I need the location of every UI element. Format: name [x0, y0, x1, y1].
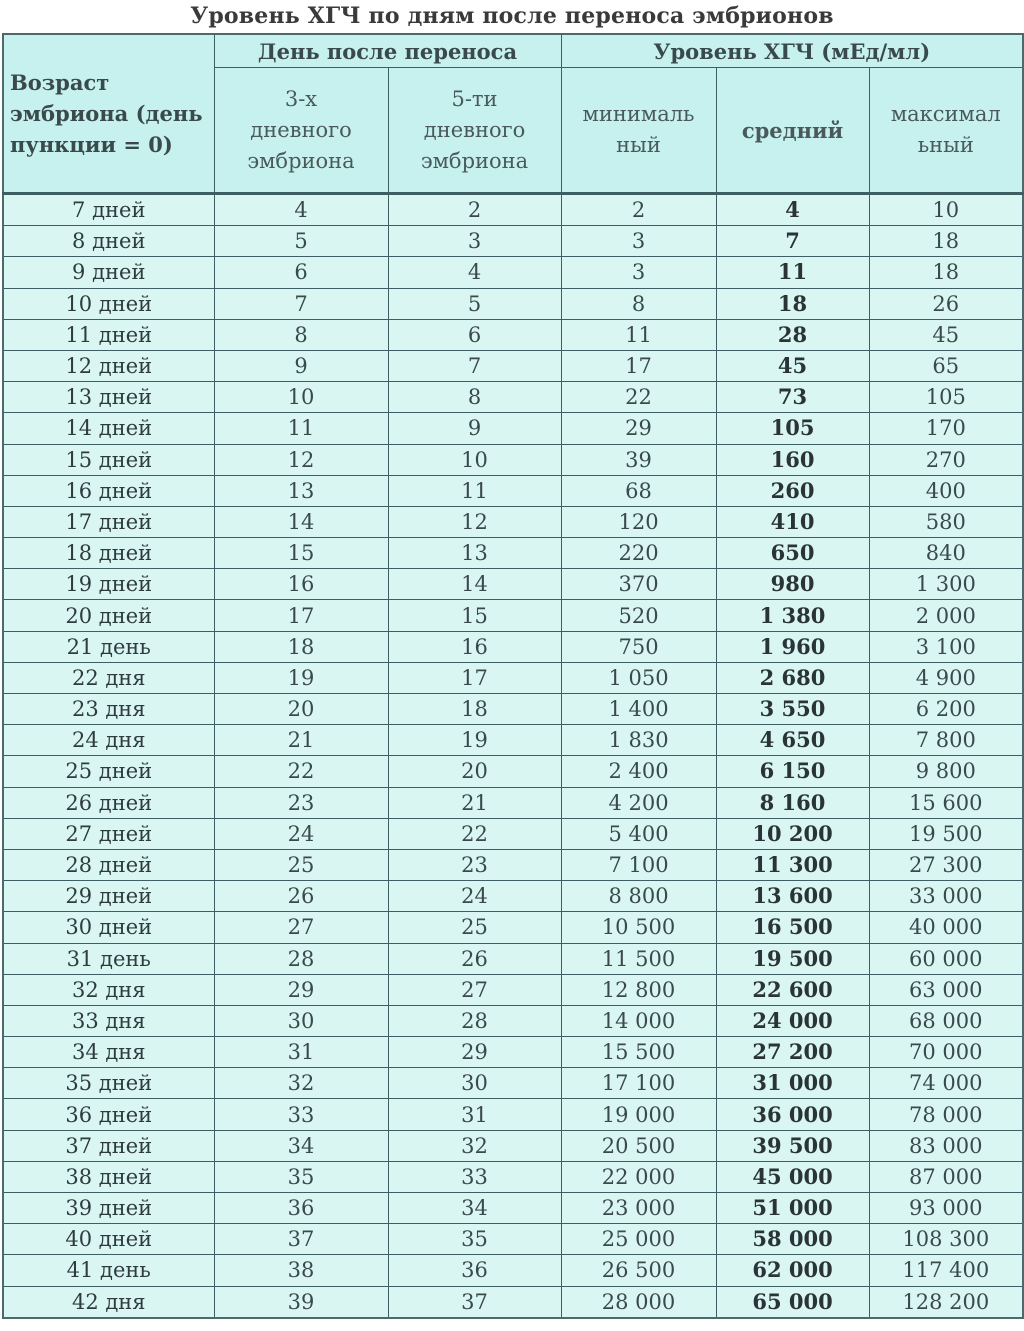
cell-min: 1 830	[561, 725, 716, 756]
table-row	[3, 257, 1023, 288]
page-title: Уровень ХГЧ по дням после переноса эмбрионов	[190, 3, 834, 29]
cell-avg: 2 680	[716, 662, 869, 693]
cell-day5: 15	[388, 600, 561, 631]
cell-max: 65	[869, 350, 1023, 381]
cell-min: 22 000	[561, 1161, 716, 1192]
cell-day5: 13	[388, 538, 561, 569]
cell-max: 18	[869, 226, 1023, 257]
cell-max: 580	[869, 506, 1023, 537]
cell-avg: 51 000	[716, 1193, 869, 1224]
cell-day5: 4	[388, 257, 561, 288]
cell-day5: 10	[388, 444, 561, 475]
table-row	[3, 413, 1023, 444]
table-row	[3, 974, 1023, 1005]
cell-day5: 16	[388, 631, 561, 662]
table-row	[3, 319, 1023, 350]
cell-day5: 25	[388, 912, 561, 943]
cell-day3: 15	[214, 538, 388, 569]
table-row	[3, 1068, 1023, 1099]
cell-avg: 10 200	[716, 818, 869, 849]
cell-min: 14 000	[561, 1005, 716, 1036]
cell-avg: 13 600	[716, 881, 869, 912]
cell-age: 28 дней	[3, 849, 214, 880]
cell-day3: 20	[214, 694, 388, 725]
cell-age: 9 дней	[3, 257, 214, 288]
table-row	[3, 444, 1023, 475]
cell-age: 17 дней	[3, 506, 214, 537]
cell-max: 108 300	[869, 1224, 1023, 1255]
cell-max: 18	[869, 257, 1023, 288]
cell-day5: 36	[388, 1255, 561, 1286]
cell-day3: 23	[214, 787, 388, 818]
header-day5	[388, 68, 561, 194]
cell-day5: 24	[388, 881, 561, 912]
cell-avg: 58 000	[716, 1224, 869, 1255]
cell-max: 27 300	[869, 849, 1023, 880]
cell-avg: 980	[716, 569, 869, 600]
table-row	[3, 756, 1023, 787]
cell-min: 19 000	[561, 1099, 716, 1130]
cell-day3: 31	[214, 1037, 388, 1068]
cell-min: 17 100	[561, 1068, 716, 1099]
table-row	[3, 694, 1023, 725]
cell-day3: 30	[214, 1005, 388, 1036]
cell-max: 270	[869, 444, 1023, 475]
cell-avg: 260	[716, 475, 869, 506]
cell-max: 63 000	[869, 974, 1023, 1005]
cell-min: 7 100	[561, 849, 716, 880]
cell-min: 10 500	[561, 912, 716, 943]
cell-avg: 650	[716, 538, 869, 569]
cell-day5: 31	[388, 1099, 561, 1130]
cell-min: 3	[561, 226, 716, 257]
table-row	[3, 662, 1023, 693]
table-row	[3, 475, 1023, 506]
cell-avg: 22 600	[716, 974, 869, 1005]
cell-day5: 20	[388, 756, 561, 787]
cell-avg: 16 500	[716, 912, 869, 943]
cell-max: 68 000	[869, 1005, 1023, 1036]
cell-day5: 34	[388, 1193, 561, 1224]
cell-day5: 12	[388, 506, 561, 537]
cell-day3: 29	[214, 974, 388, 1005]
table-row	[3, 1037, 1023, 1068]
cell-day3: 13	[214, 475, 388, 506]
cell-min: 20 500	[561, 1130, 716, 1161]
cell-min: 1 050	[561, 662, 716, 693]
header-min	[561, 68, 716, 194]
cell-day3: 22	[214, 756, 388, 787]
header-day3-label: 3-х дневного эмбриона	[247, 86, 355, 173]
cell-max: 840	[869, 538, 1023, 569]
cell-min: 5 400	[561, 818, 716, 849]
cell-day3: 24	[214, 818, 388, 849]
cell-max: 26	[869, 288, 1023, 319]
cell-age: 30 дней	[3, 912, 214, 943]
cell-age: 34 дня	[3, 1037, 214, 1068]
table-row	[3, 943, 1023, 974]
table-row	[3, 787, 1023, 818]
cell-max: 19 500	[869, 818, 1023, 849]
cell-day5: 17	[388, 662, 561, 693]
cell-max: 9 800	[869, 756, 1023, 787]
cell-avg: 4 650	[716, 725, 869, 756]
header-age	[3, 34, 214, 194]
cell-max: 74 000	[869, 1068, 1023, 1099]
cell-min: 4 200	[561, 787, 716, 818]
cell-day5: 32	[388, 1130, 561, 1161]
cell-min: 23 000	[561, 1193, 716, 1224]
cell-age: 13 дней	[3, 382, 214, 413]
cell-age: 25 дней	[3, 756, 214, 787]
cell-day5: 30	[388, 1068, 561, 1099]
cell-day3: 7	[214, 288, 388, 319]
table-row	[3, 506, 1023, 537]
table-row	[3, 631, 1023, 662]
cell-age: 42 дня	[3, 1286, 214, 1318]
cell-max: 10	[869, 194, 1023, 226]
cell-min: 26 500	[561, 1255, 716, 1286]
cell-max: 6 200	[869, 694, 1023, 725]
cell-max: 3 100	[869, 631, 1023, 662]
cell-avg: 62 000	[716, 1255, 869, 1286]
cell-avg: 8 160	[716, 787, 869, 818]
cell-age: 37 дней	[3, 1130, 214, 1161]
cell-day3: 10	[214, 382, 388, 413]
cell-avg: 45 000	[716, 1161, 869, 1192]
cell-min: 28 000	[561, 1286, 716, 1318]
table-row	[3, 912, 1023, 943]
cell-min: 8	[561, 288, 716, 319]
cell-min: 120	[561, 506, 716, 537]
cell-avg: 1 960	[716, 631, 869, 662]
header-day3	[214, 68, 388, 194]
cell-min: 15 500	[561, 1037, 716, 1068]
cell-day3: 27	[214, 912, 388, 943]
cell-day5: 28	[388, 1005, 561, 1036]
cell-age: 26 дней	[3, 787, 214, 818]
cell-day5: 2	[388, 194, 561, 226]
table-row	[3, 350, 1023, 381]
cell-min: 11 500	[561, 943, 716, 974]
cell-age: 14 дней	[3, 413, 214, 444]
cell-min: 8 800	[561, 881, 716, 912]
cell-avg: 105	[716, 413, 869, 444]
cell-age: 41 день	[3, 1255, 214, 1286]
cell-day3: 32	[214, 1068, 388, 1099]
cell-age: 16 дней	[3, 475, 214, 506]
cell-day5: 9	[388, 413, 561, 444]
cell-day3: 6	[214, 257, 388, 288]
cell-min: 29	[561, 413, 716, 444]
header-max	[869, 68, 1023, 194]
cell-min: 3	[561, 257, 716, 288]
table-row	[3, 1193, 1023, 1224]
cell-age: 7 дней	[3, 194, 214, 226]
cell-age: 31 день	[3, 943, 214, 974]
table-body	[3, 194, 1023, 1318]
cell-day5: 5	[388, 288, 561, 319]
cell-day3: 26	[214, 881, 388, 912]
cell-min: 39	[561, 444, 716, 475]
table-row	[3, 288, 1023, 319]
cell-age: 40 дней	[3, 1224, 214, 1255]
cell-avg: 73	[716, 382, 869, 413]
table-row	[3, 226, 1023, 257]
cell-age: 33 дня	[3, 1005, 214, 1036]
header-avg: средний	[716, 68, 869, 194]
cell-day3: 12	[214, 444, 388, 475]
cell-age: 23 дня	[3, 694, 214, 725]
cell-age: 29 дней	[3, 881, 214, 912]
cell-day5: 8	[388, 382, 561, 413]
cell-max: 93 000	[869, 1193, 1023, 1224]
cell-day3: 17	[214, 600, 388, 631]
table-row	[3, 569, 1023, 600]
cell-avg: 39 500	[716, 1130, 869, 1161]
cell-max: 4 900	[869, 662, 1023, 693]
cell-min: 17	[561, 350, 716, 381]
table-row	[3, 194, 1023, 226]
cell-age: 24 дня	[3, 725, 214, 756]
table-row	[3, 1286, 1023, 1318]
cell-min: 2	[561, 194, 716, 226]
cell-min: 2 400	[561, 756, 716, 787]
cell-age: 21 день	[3, 631, 214, 662]
table-row	[3, 849, 1023, 880]
cell-day3: 37	[214, 1224, 388, 1255]
cell-max: 117 400	[869, 1255, 1023, 1286]
table-row	[3, 1161, 1023, 1192]
cell-day5: 7	[388, 350, 561, 381]
header-age-label: Возраст эмбриона (день пункции = 0)	[10, 70, 203, 157]
cell-day5: 37	[388, 1286, 561, 1318]
cell-avg: 36 000	[716, 1099, 869, 1130]
cell-max: 87 000	[869, 1161, 1023, 1192]
cell-min: 11	[561, 319, 716, 350]
cell-day5: 29	[388, 1037, 561, 1068]
cell-day3: 33	[214, 1099, 388, 1130]
table-row	[3, 818, 1023, 849]
cell-max: 78 000	[869, 1099, 1023, 1130]
cell-day3: 11	[214, 413, 388, 444]
cell-min: 370	[561, 569, 716, 600]
table-row	[3, 1005, 1023, 1036]
cell-age: 11 дней	[3, 319, 214, 350]
cell-day5: 14	[388, 569, 561, 600]
table-row	[3, 382, 1023, 413]
table-row	[3, 1130, 1023, 1161]
cell-max: 15 600	[869, 787, 1023, 818]
header-hcg-level: Уровень ХГЧ (мЕд/мл)	[561, 34, 1023, 68]
cell-avg: 28	[716, 319, 869, 350]
cell-age: 39 дней	[3, 1193, 214, 1224]
header-min-label: минималь ный	[582, 102, 695, 157]
cell-min: 12 800	[561, 974, 716, 1005]
cell-day5: 27	[388, 974, 561, 1005]
header-row-groups	[3, 34, 1023, 68]
table-row	[3, 881, 1023, 912]
cell-day5: 35	[388, 1224, 561, 1255]
table-row	[3, 1224, 1023, 1255]
cell-age: 8 дней	[3, 226, 214, 257]
cell-avg: 3 550	[716, 694, 869, 725]
cell-avg: 11 300	[716, 849, 869, 880]
cell-min: 25 000	[561, 1224, 716, 1255]
cell-max: 7 800	[869, 725, 1023, 756]
cell-day3: 5	[214, 226, 388, 257]
cell-avg: 11	[716, 257, 869, 288]
table-row	[3, 600, 1023, 631]
cell-day3: 19	[214, 662, 388, 693]
cell-day5: 19	[388, 725, 561, 756]
cell-avg: 6 150	[716, 756, 869, 787]
cell-avg: 410	[716, 506, 869, 537]
cell-day5: 21	[388, 787, 561, 818]
cell-day3: 36	[214, 1193, 388, 1224]
cell-day3: 21	[214, 725, 388, 756]
cell-avg: 160	[716, 444, 869, 475]
table-row	[3, 1099, 1023, 1130]
cell-avg: 19 500	[716, 943, 869, 974]
cell-day3: 38	[214, 1255, 388, 1286]
cell-max: 60 000	[869, 943, 1023, 974]
header-day5-label: 5-ти дневного эмбриона	[420, 86, 529, 173]
cell-age: 20 дней	[3, 600, 214, 631]
cell-min: 1 400	[561, 694, 716, 725]
cell-avg: 31 000	[716, 1068, 869, 1099]
cell-min: 520	[561, 600, 716, 631]
cell-age: 19 дней	[3, 569, 214, 600]
cell-avg: 4	[716, 194, 869, 226]
cell-age: 22 дня	[3, 662, 214, 693]
cell-day5: 26	[388, 943, 561, 974]
cell-min: 68	[561, 475, 716, 506]
cell-day3: 35	[214, 1161, 388, 1192]
cell-max: 1 300	[869, 569, 1023, 600]
cell-min: 22	[561, 382, 716, 413]
cell-day3: 39	[214, 1286, 388, 1318]
hcg-table	[2, 33, 1024, 1319]
cell-max: 2 000	[869, 600, 1023, 631]
cell-day3: 28	[214, 943, 388, 974]
cell-age: 32 дня	[3, 974, 214, 1005]
header-max-label: максимал ьный	[890, 102, 1001, 157]
cell-age: 27 дней	[3, 818, 214, 849]
cell-max: 40 000	[869, 912, 1023, 943]
cell-max: 128 200	[869, 1286, 1023, 1318]
table-row	[3, 725, 1023, 756]
cell-min: 750	[561, 631, 716, 662]
cell-max: 400	[869, 475, 1023, 506]
cell-day3: 4	[214, 194, 388, 226]
cell-max: 83 000	[869, 1130, 1023, 1161]
cell-avg: 1 380	[716, 600, 869, 631]
cell-avg: 24 000	[716, 1005, 869, 1036]
cell-max: 45	[869, 319, 1023, 350]
cell-day5: 3	[388, 226, 561, 257]
cell-max: 170	[869, 413, 1023, 444]
cell-day5: 6	[388, 319, 561, 350]
cell-max: 33 000	[869, 881, 1023, 912]
cell-day3: 25	[214, 849, 388, 880]
cell-age: 38 дней	[3, 1161, 214, 1192]
cell-day3: 16	[214, 569, 388, 600]
cell-day5: 11	[388, 475, 561, 506]
cell-day3: 14	[214, 506, 388, 537]
cell-age: 15 дней	[3, 444, 214, 475]
header-day-after-transfer: День после переноса	[214, 34, 561, 68]
cell-day5: 23	[388, 849, 561, 880]
cell-max: 70 000	[869, 1037, 1023, 1068]
cell-max: 105	[869, 382, 1023, 413]
cell-avg: 65 000	[716, 1286, 869, 1318]
cell-day3: 8	[214, 319, 388, 350]
cell-age: 18 дней	[3, 538, 214, 569]
cell-age: 36 дней	[3, 1099, 214, 1130]
cell-day5: 22	[388, 818, 561, 849]
cell-min: 220	[561, 538, 716, 569]
cell-age: 10 дней	[3, 288, 214, 319]
cell-age: 35 дней	[3, 1068, 214, 1099]
cell-age: 12 дней	[3, 350, 214, 381]
cell-day5: 18	[388, 694, 561, 725]
cell-day3: 9	[214, 350, 388, 381]
cell-avg: 27 200	[716, 1037, 869, 1068]
cell-avg: 7	[716, 226, 869, 257]
table-row	[3, 538, 1023, 569]
cell-avg: 45	[716, 350, 869, 381]
cell-avg: 18	[716, 288, 869, 319]
cell-day3: 18	[214, 631, 388, 662]
cell-day3: 34	[214, 1130, 388, 1161]
table-header	[3, 34, 1023, 194]
table-row	[3, 1255, 1023, 1286]
cell-day5: 33	[388, 1161, 561, 1192]
